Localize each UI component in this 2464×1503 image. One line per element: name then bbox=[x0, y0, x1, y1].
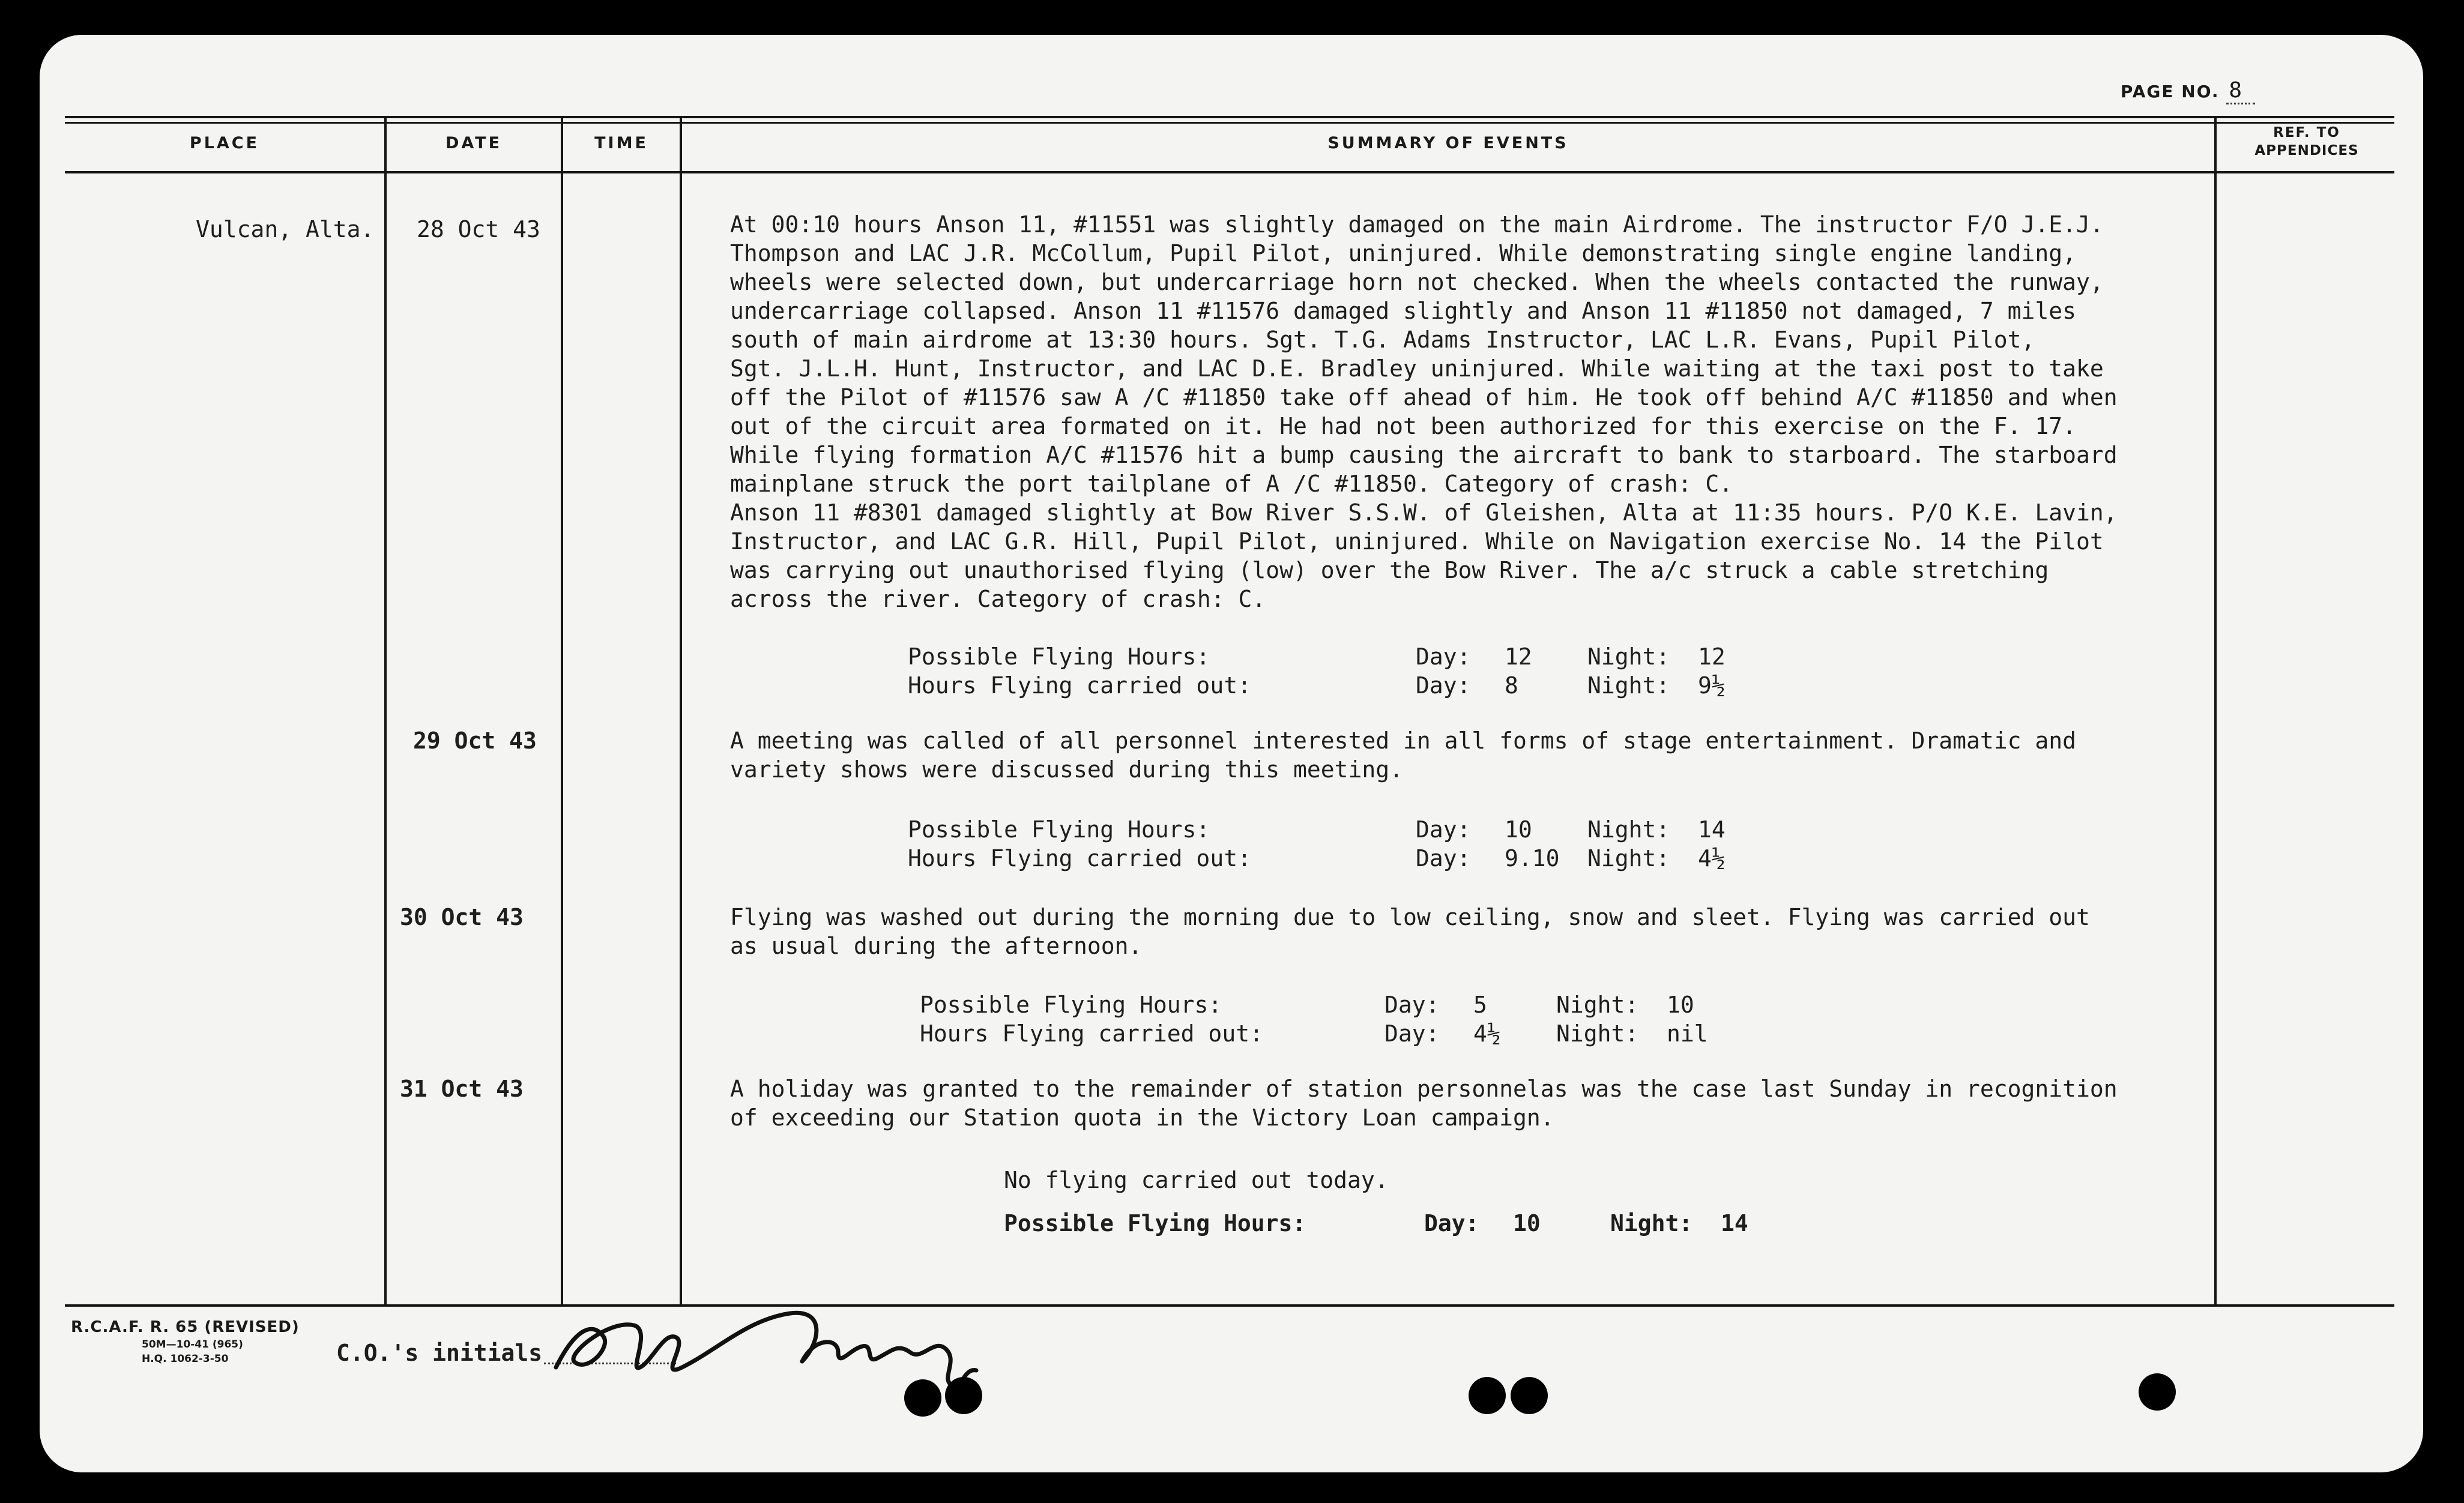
print-code: H.Q. 1062-3-50 bbox=[142, 1353, 229, 1365]
day-label: Day: bbox=[1384, 1020, 1440, 1047]
summary-line: variety shows were discussed during this meeting. bbox=[730, 756, 1404, 783]
entry-date: 31 Oct 43 bbox=[400, 1076, 524, 1102]
possible-hours-label: Possible Flying Hours: bbox=[920, 992, 1222, 1018]
night-label: Night: bbox=[1587, 643, 1670, 670]
column-header-summary: SUMMARY OF EVENTS bbox=[1327, 134, 1569, 152]
night-value: 14 bbox=[1721, 1210, 1748, 1236]
possible-hours-label: Possible Flying Hours: bbox=[908, 816, 1210, 843]
summary-line: Sgt. J.L.H. Hunt, Instructor, and LAC D.E. Bradley uninjured. While waiting at the taxi post to take bbox=[730, 355, 2104, 382]
entry-date: 28 Oct 43 bbox=[417, 216, 540, 242]
entry-summary bbox=[730, 726, 2243, 784]
day-value: 12 bbox=[1505, 643, 1532, 670]
header-top-rule-2 bbox=[65, 122, 2394, 124]
night-label: Night: bbox=[1610, 1210, 1693, 1236]
night-value: 12 bbox=[1698, 643, 1726, 670]
no-flying-note: No flying carried out today. bbox=[1004, 1167, 1389, 1193]
header-bottom-rule bbox=[65, 171, 2394, 173]
column-rule-date bbox=[561, 116, 563, 1307]
punch-hole bbox=[2139, 1373, 2176, 1411]
possible-hours-label: Possible Flying Hours: bbox=[908, 643, 1210, 670]
entry-date: 30 Oct 43 bbox=[400, 904, 524, 930]
day-value: 10 bbox=[1505, 816, 1532, 843]
entry-summary bbox=[730, 210, 2243, 613]
co-initials-label: C.O.'s initials bbox=[336, 1340, 543, 1366]
night-value: 9½ bbox=[1698, 672, 1726, 699]
night-label: Night: bbox=[1587, 816, 1670, 843]
carried-hours-label: Hours Flying carried out: bbox=[920, 1020, 1263, 1047]
column-header-place: PLACE bbox=[189, 134, 260, 152]
carried-hours-label: Hours Flying carried out: bbox=[908, 845, 1251, 872]
summary-line: of exceeding our Station quota in the Victory Loan campaign. bbox=[730, 1104, 1554, 1131]
page-number: PAGE NO. 8 bbox=[2121, 78, 2255, 103]
night-label: Night: bbox=[1587, 845, 1670, 872]
column-rule-place bbox=[384, 116, 387, 1307]
form-number: R.C.A.F. R. 65 (REVISED) bbox=[71, 1318, 300, 1336]
day-label: Day: bbox=[1416, 845, 1471, 872]
summary-line: A holiday was granted to the remainder of station personnelas was the case last Sunday in recognition bbox=[730, 1076, 2118, 1102]
co-signature bbox=[538, 1295, 1018, 1427]
column-rule-time bbox=[680, 116, 682, 1307]
night-value: nil bbox=[1667, 1020, 1708, 1047]
summary-line: mainplane struck the port tailplane of A /C #11850. Category of crash: C. bbox=[730, 471, 1733, 497]
day-label: Day: bbox=[1416, 643, 1471, 670]
night-value: 10 bbox=[1667, 992, 1694, 1018]
carried-hours-label: Hours Flying carried out: bbox=[908, 672, 1251, 699]
footer-rule bbox=[65, 1304, 2394, 1307]
summary-line: While flying formation A/C #11576 hit a bump causing the aircraft to bank to starboard. The starboard bbox=[730, 442, 2118, 468]
day-label: Day: bbox=[1416, 816, 1471, 843]
summary-line: Instructor, and LAC G.R. Hill, Pupil Pilot, uninjured. While on Navigation exercise No. 14 the Pilot bbox=[730, 528, 2104, 555]
night-label: Night: bbox=[1556, 992, 1639, 1018]
entry-summary bbox=[730, 903, 2243, 960]
day-label: Day: bbox=[1424, 1210, 1479, 1236]
entry-date: 29 Oct 43 bbox=[413, 727, 537, 754]
punch-hole bbox=[1511, 1377, 1548, 1414]
summary-line: Flying was washed out during the morning due to low ceiling, snow and sleet. Flying was carried out bbox=[730, 904, 2090, 930]
day-label: Day: bbox=[1416, 672, 1471, 699]
summary-line: out of the circuit area formated on it. He had not been authorized for this exercise on the F. 17. bbox=[730, 413, 2077, 439]
day-value: 5 bbox=[1473, 992, 1487, 1018]
night-value: 14 bbox=[1698, 816, 1726, 843]
entry-place: Vulcan, Alta. bbox=[196, 216, 375, 242]
punch-hole bbox=[945, 1377, 982, 1414]
column-header-appendices: APPENDICES bbox=[2254, 143, 2359, 158]
summary-line: At 00:10 hours Anson 11, #11551 was slightly damaged on the main Airdrome. The instructor F/O J.E.J. bbox=[730, 211, 2104, 238]
entry-summary bbox=[730, 1074, 2243, 1132]
summary-line: as usual during the afternoon. bbox=[730, 933, 1143, 959]
day-value: 10 bbox=[1513, 1210, 1541, 1236]
summary-line: across the river. Category of crash: C. bbox=[730, 586, 1266, 612]
night-value: 4½ bbox=[1698, 845, 1726, 872]
night-label: Night: bbox=[1587, 672, 1670, 699]
summary-line: was carrying out unauthorised flying (low) over the Bow River. The a/c struck a cable stretching bbox=[730, 557, 2049, 583]
summary-line: Anson 11 #8301 damaged slightly at Bow River S.S.W. of Gleishen, Alta at 11:35 hours. P/O K.E. Lavin, bbox=[730, 499, 2118, 526]
summary-line: A meeting was called of all personnel interested in all forms of stage entertainment. Dramatic and bbox=[730, 727, 2077, 754]
punch-hole bbox=[904, 1379, 941, 1417]
punch-hole bbox=[1469, 1377, 1506, 1414]
night-label: Night: bbox=[1556, 1020, 1639, 1047]
summary-line: undercarriage collapsed. Anson 11 #11576 damaged slightly and Anson 11 #11850 not damaged, 7 miles bbox=[730, 298, 2077, 324]
diary-form-page bbox=[40, 35, 2423, 1472]
print-code: 50M—10-41 (965) bbox=[142, 1339, 243, 1351]
summary-line: Thompson and LAC J.R. McCollum, Pupil Pilot, uninjured. While demonstrating single engine landing, bbox=[730, 240, 2077, 267]
column-header-time: TIME bbox=[594, 134, 648, 152]
header-top-rule bbox=[65, 116, 2394, 118]
page-number-value: 8 bbox=[2226, 78, 2255, 104]
summary-line: wheels were selected down, but undercarriage horn not checked. When the wheels contacted the runway, bbox=[730, 269, 2104, 295]
day-label: Day: bbox=[1384, 992, 1440, 1018]
column-header-date: DATE bbox=[445, 134, 503, 152]
summary-line: off the Pilot of #11576 saw A /C #11850 take off ahead of him. He took off behind A/C #11850 and when bbox=[730, 384, 2118, 411]
column-header-ref: REF. TO bbox=[2273, 125, 2340, 140]
day-value: 9.10 bbox=[1505, 845, 1560, 872]
possible-hours-label: Possible Flying Hours: bbox=[1004, 1210, 1306, 1236]
day-value: 4½ bbox=[1473, 1020, 1501, 1047]
summary-line: south of main airdrome at 13:30 hours. Sgt. T.G. Adams Instructor, LAC L.R. Evans, Pupil Pilot, bbox=[730, 327, 2035, 353]
day-value: 8 bbox=[1505, 672, 1518, 699]
